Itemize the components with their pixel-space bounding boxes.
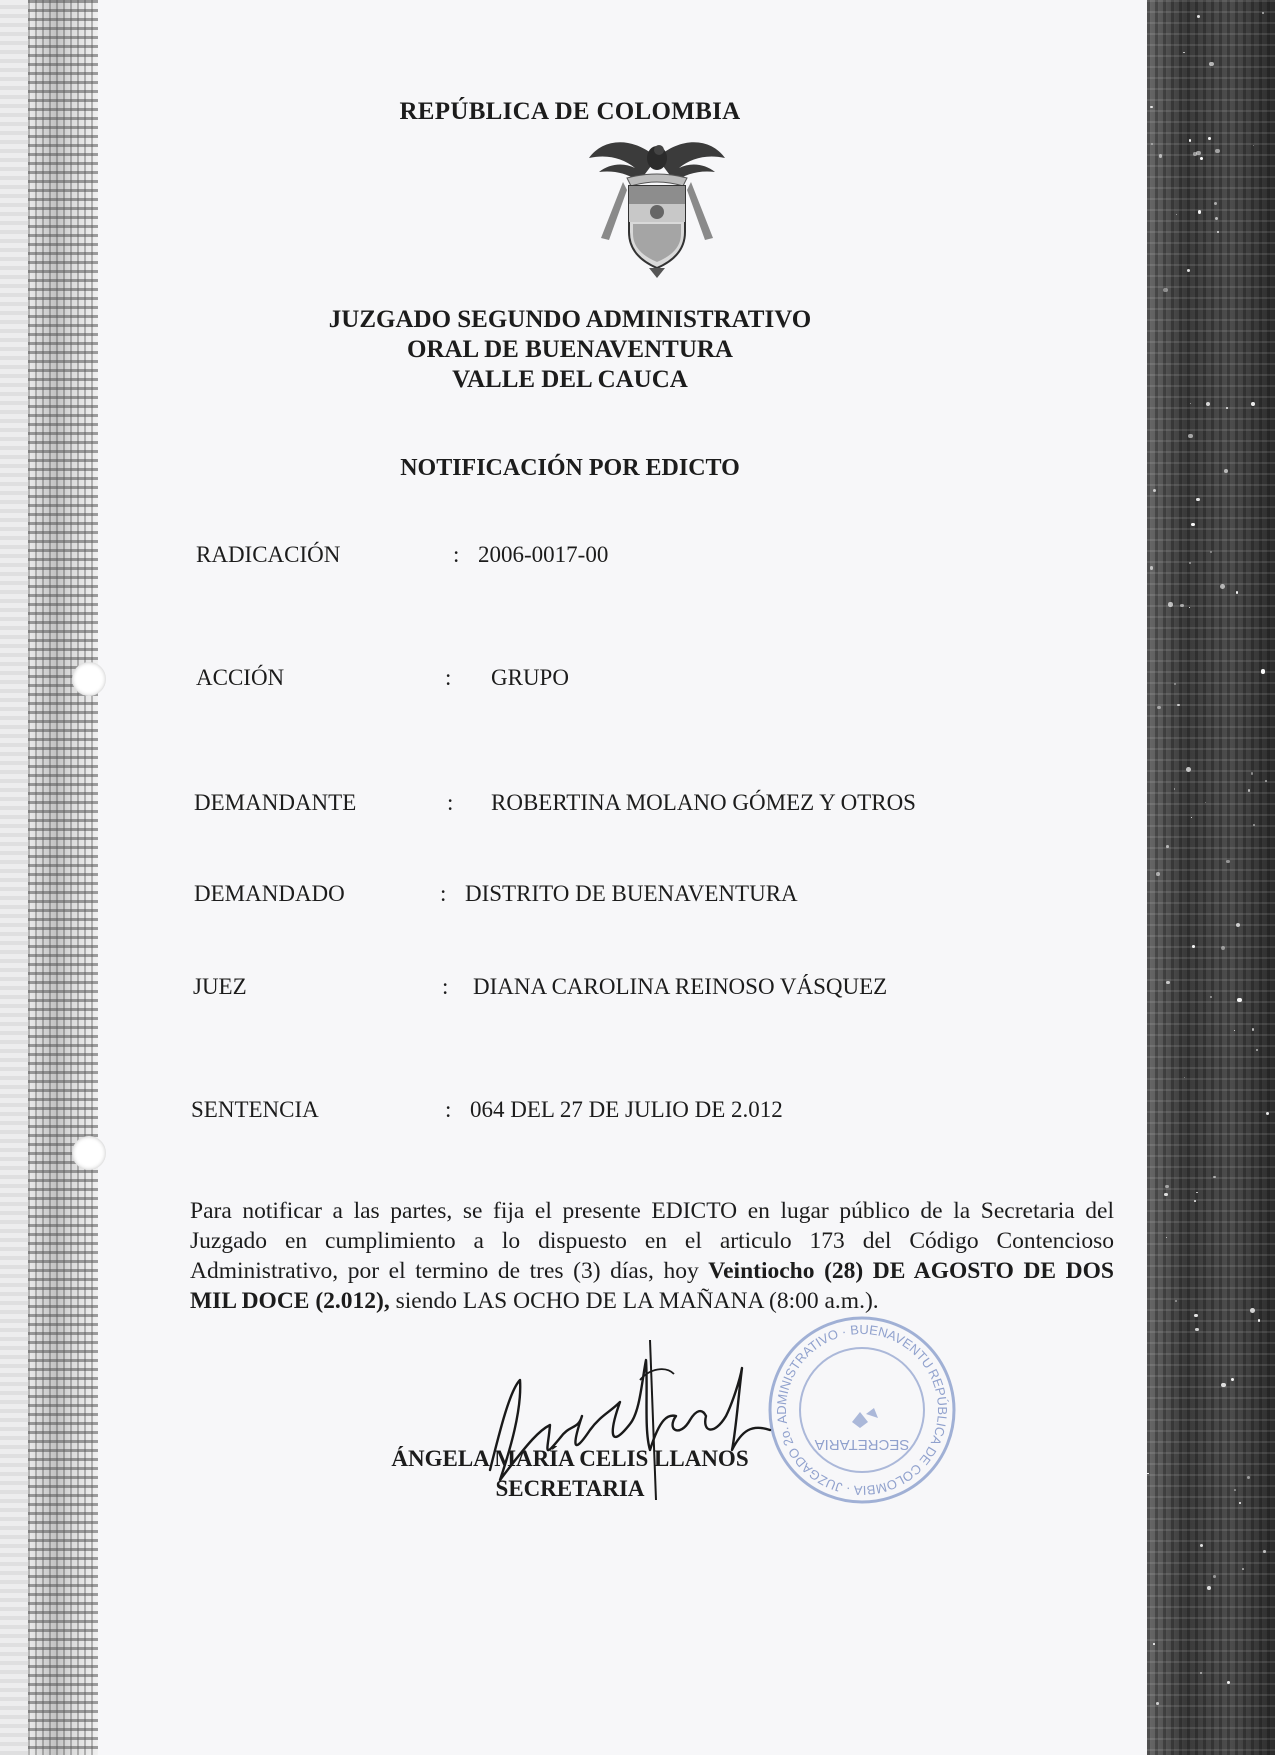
scan-speck — [1210, 551, 1212, 553]
scan-speck — [1226, 860, 1229, 863]
field-label: ACCIÓN — [196, 665, 285, 690]
field-separator: : — [442, 974, 449, 999]
scan-speck — [1213, 1575, 1216, 1578]
punch-hole-top — [72, 662, 106, 696]
scan-speck — [1187, 269, 1190, 272]
scan-speck — [1183, 52, 1185, 54]
field-value: ROBERTINA MOLANO GÓMEZ Y OTROS — [491, 790, 916, 815]
signatory-block — [0, 1444, 1140, 1504]
scan-speck — [1265, 780, 1267, 782]
field-label: DEMANDANTE — [194, 790, 357, 815]
scan-speck — [1252, 1028, 1255, 1031]
scan-speck — [1165, 1185, 1169, 1189]
scan-speck — [1213, 1176, 1216, 1179]
scan-speck — [1215, 217, 1218, 220]
scan-speck — [1196, 151, 1200, 155]
field-label: DEMANDADO — [194, 881, 345, 906]
scan-speck — [1150, 566, 1153, 569]
paragraph-text-part1: Para notificar a las partes, se fija el presente EDICTO en lugar público de la Secretaria del Juzgado en cumplimiento a lo dispuesto en el articulo 173 del Código Contencioso Administrativo, por el termino de tres (3) días, hoy — [190, 1198, 1114, 1284]
field-label: JUEZ — [193, 974, 247, 999]
scan-speck — [1194, 1314, 1198, 1318]
field-value: 2006-0017-00 — [478, 542, 609, 567]
scan-speck — [1253, 145, 1254, 146]
court-line-1: JUZGADO SEGUNDO ADMINISTRATIVO — [328, 306, 812, 333]
country-heading: REPÚBLICA DE COLOMBIA — [399, 98, 741, 125]
court-line-2: ORAL DE BUENAVENTURA — [407, 336, 733, 363]
scan-speck — [1166, 981, 1170, 985]
scan-speck — [1157, 706, 1160, 709]
scan-speck — [1217, 231, 1219, 233]
scan-speck — [1224, 469, 1228, 473]
scan-speck — [1166, 845, 1169, 848]
scan-speck — [1200, 157, 1203, 160]
punch-hole-bottom — [72, 1136, 106, 1170]
scan-speck — [1220, 584, 1225, 589]
scan-speck — [1147, 1473, 1149, 1475]
stamp-ring-text: REPÚBLICA DE COLOMBIA · JUZGADO 2o. ADMINISTRATIVO · BUENAVENTURA — [773, 1321, 951, 1499]
scan-speck — [1227, 1681, 1230, 1684]
field-separator: : — [440, 881, 447, 906]
scan-speck — [1253, 824, 1255, 826]
scan-speck — [1153, 1643, 1155, 1645]
field-separator: : — [447, 790, 454, 815]
scan-speck — [1188, 434, 1193, 439]
colombia-coat-of-arms-icon — [583, 128, 731, 278]
scan-speck — [1250, 1308, 1255, 1313]
paragraph-text-part2: siendo LAS OCHO DE LA MAÑANA (8:00 a.m.). — [389, 1288, 879, 1314]
scan-speck — [1176, 214, 1177, 215]
stamp-inner-text: SECRETARIA — [814, 1436, 910, 1453]
scan-speck — [1205, 802, 1206, 803]
scan-speck — [1251, 402, 1255, 406]
scan-speck — [1190, 403, 1191, 404]
scan-speck — [1262, 12, 1264, 14]
scan-speck — [1226, 407, 1228, 409]
scan-speck — [1196, 1192, 1197, 1193]
court-heading — [0, 305, 1140, 395]
scan-speck — [1200, 1672, 1201, 1673]
scan-speck — [1168, 602, 1172, 606]
scan-speck — [1156, 872, 1160, 876]
scan-edge-right — [1147, 0, 1275, 1755]
document-title: NOTIFICACIÓN POR EDICTO — [400, 455, 740, 481]
scan-speck — [1191, 817, 1192, 818]
signatory-name: ÁNGELA MARÍA CELIS LLANOS — [391, 1446, 749, 1471]
scan-speck — [1214, 202, 1217, 205]
scan-speck — [1234, 1489, 1236, 1491]
scan-speck — [1159, 154, 1162, 157]
scan-speck — [1236, 591, 1239, 594]
scan-speck — [1151, 143, 1153, 145]
scan-speck — [1236, 923, 1240, 927]
scan-speck — [1221, 946, 1225, 950]
scan-speck — [1207, 1586, 1211, 1590]
scan-speck — [1186, 767, 1191, 772]
scan-speck — [1231, 1378, 1234, 1381]
scan-speck — [1234, 1030, 1236, 1032]
notification-paragraph — [190, 1196, 1114, 1316]
scan-speck — [1163, 288, 1167, 292]
scan-speck — [1175, 1300, 1177, 1302]
field-value: DISTRITO DE BUENAVENTURA — [465, 881, 798, 906]
scan-speck — [1192, 945, 1195, 948]
scan-speck — [1189, 562, 1191, 564]
scan-speck — [1237, 998, 1241, 1002]
scan-speck — [1210, 996, 1212, 998]
scan-speck — [1191, 523, 1195, 527]
scan-speck — [1261, 669, 1266, 674]
scan-speck — [1156, 1702, 1159, 1705]
field-separator: : — [445, 1097, 452, 1122]
scan-speck — [1215, 149, 1220, 154]
scan-speck — [1194, 1200, 1196, 1202]
field-value: GRUPO — [491, 665, 569, 690]
field-value: 064 DEL 27 DE JULIO DE 2.012 — [470, 1097, 783, 1122]
scan-speck — [1242, 1568, 1244, 1570]
scan-speck — [1200, 1544, 1203, 1547]
field-label: SENTENCIA — [191, 1097, 319, 1122]
scan-speck — [1208, 137, 1211, 140]
court-line-3: VALLE DEL CAUCA — [452, 366, 688, 393]
scan-speck — [1258, 1319, 1261, 1322]
scan-speck — [1153, 489, 1156, 492]
scan-speck — [1195, 1328, 1198, 1331]
scan-speck — [1150, 106, 1152, 108]
scan-speck — [1206, 402, 1210, 406]
signatory-role: SECRETARIA — [495, 1476, 645, 1501]
scan-speck — [1197, 15, 1200, 18]
scan-speck — [1198, 210, 1201, 213]
scan-speck — [1189, 139, 1191, 141]
scan-speck — [1256, 1049, 1258, 1051]
scan-speck — [1263, 1550, 1266, 1553]
field-label: RADICACIÓN — [196, 542, 341, 567]
scan-speck — [1251, 772, 1254, 775]
scan-speck — [1189, 607, 1190, 608]
scan-speck — [1193, 152, 1196, 155]
field-value: DIANA CAROLINA REINOSO VÁSQUEZ — [473, 974, 888, 999]
field-separator: : — [453, 542, 460, 567]
scan-speck — [1209, 62, 1214, 67]
field-separator: : — [445, 665, 452, 690]
paragraph-date-bold: Veintiocho (28) DE AGOSTO DE DOS MIL DOCE (2.012), — [190, 1258, 1114, 1314]
scan-speck — [1174, 788, 1176, 790]
scan-speck — [1184, 1077, 1185, 1078]
scan-speck — [1239, 1502, 1241, 1504]
scan-speck — [1248, 789, 1251, 792]
scan-speck — [1221, 1383, 1226, 1388]
scan-speck — [1266, 1112, 1269, 1115]
scan-speck — [1166, 1237, 1167, 1238]
scan-speck — [1247, 1476, 1250, 1479]
scan-speck — [1164, 1193, 1167, 1196]
scan-speck — [1196, 498, 1199, 501]
scan-speck — [1174, 683, 1177, 686]
scan-speck — [1177, 704, 1180, 707]
scan-speck — [1180, 604, 1183, 607]
